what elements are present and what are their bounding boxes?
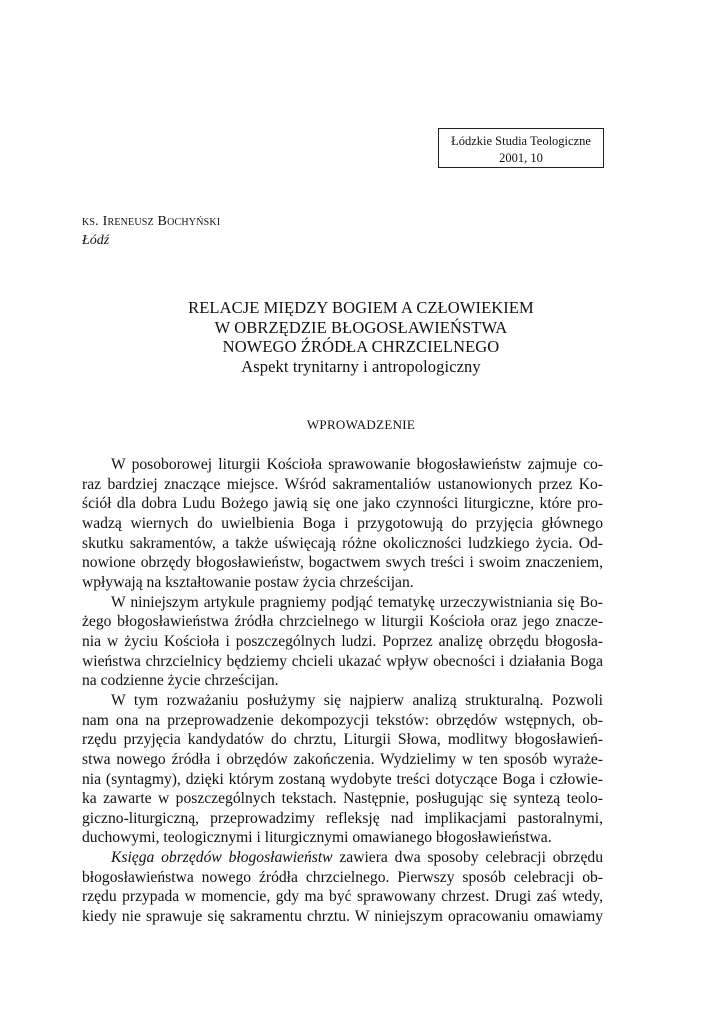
article-subtitle: Aspekt trynitarny i antropologiczny [241, 356, 481, 376]
text-line: nam ona na przeprowadzenie dekompozycji tekstów: obrzędów wstępnych, ob- [82, 711, 603, 729]
text-line: W tym rozważaniu posłużymy się najpierw analizą strukturalną. Pozwoli [111, 691, 603, 709]
text-line: skutku sakramentów, a także uświęcają różne okoliczności ludzkiego życia. Od- [82, 534, 603, 552]
text-line: rzędu przyjęcia kandydatów do chrztu, Liturgii Słowa, modlitwy błogosławień- [82, 731, 603, 749]
text-line: rzędu przypada w momencie, gdy ma być sprawowany chrzest. Drugi zaś wtedy, [82, 888, 603, 906]
text-line: wadzą wiernych do uwielbienia Boga i przygotowują do przyjęcia głównego [82, 514, 603, 532]
author-name: ks. Ireneusz Bochyński [82, 214, 221, 229]
text-line: na codzienne życie chrześcijan. [82, 672, 279, 690]
journal-name: Łódzkie Studia Teologiczne [451, 134, 591, 148]
text-line: ka zawarte w poszczególnych tekstach. Następnie, posługując się syntezą teolo- [82, 790, 603, 808]
text-run: zawiera dwa sposoby celebracji obrzędu [332, 849, 603, 867]
text-line [82, 848, 603, 868]
text-line: żego błogosławieństwa źródła chrzcielnego w liturgii Kościoła oraz jego znacze- [82, 613, 603, 631]
text-line: duchowymi, teologicznymi i liturgicznymi omawianego błogosławieństwa. [82, 829, 552, 847]
text-line: stwa nowego źródła i obrzędów zakończenia. Wydzielimy w ten sposób wyraże- [82, 750, 603, 768]
text-line: nowione obrzędy błogosławieństw, bogactwem swych treści i swoim znaczeniem, [82, 554, 603, 572]
title-line-3: NOWEGO ŹRÓDŁA CHRZCIELNEGO [222, 337, 500, 356]
text-line: wpływają na kształtowanie postaw życia chrześcijan. [82, 573, 414, 591]
paragraph-1 [82, 455, 603, 593]
paragraph-4 [82, 848, 603, 927]
journal-issue: 2001, 10 [499, 151, 543, 165]
text-line: wieństwa chrzcielnicy będziemy chcieli ukazać wpływ obecności i działania Boga [82, 652, 603, 670]
journal-citation-box [438, 128, 604, 168]
paragraph-3 [82, 691, 603, 848]
text-line: W posoborowej liturgii Kościoła sprawowanie błogosławieństw zajmuje co- [111, 456, 603, 473]
body-text [82, 455, 603, 927]
text-line: nia w życiu Kościoła i poszczególnych ludzi. Poprzez analizę obrzędu błogosła- [82, 632, 603, 650]
text-line: raz bardziej znaczące miejsce. Wśród sakramentaliów ustanowionych przez Ko- [82, 475, 603, 493]
text-line: giczno-liturgiczną, przeprowadzimy refleksję nad implikacjami pastoralnymi, [82, 809, 603, 827]
title-line-2: W OBRZĘDZIE BŁOGOSŁAWIEŃSTWA [214, 317, 508, 337]
section-heading: WPROWADZENIE [306, 417, 416, 432]
text-line: błogosławieństwa nowego źródła chrzcielnego. Pierwszy sposób celebracji ob- [82, 868, 603, 886]
author-city: Łódź [82, 233, 110, 248]
author-block [82, 212, 220, 250]
text-line: ściół dla dobra Ludu Bożego jawią się one jako czynności liturgiczne, które pro- [82, 495, 603, 513]
title-line-1: RELACJE MIĘDZY BOGIEM A CZŁOWIEKIEM [188, 298, 534, 317]
text-line: kiedy nie sprawuje się sakramentu chrztu. W niniejszym opracowaniu omawiamy [82, 908, 603, 926]
article-title [82, 298, 640, 376]
text-line: W niniejszym artykule pragniemy podjąć tematykę urzeczywistniania się Bo- [111, 593, 603, 611]
text-line: nia (syntagmy), dzięki którym zostaną wydobyte treści dotyczące Boga i człowie- [82, 770, 603, 788]
paragraph-2 [82, 593, 603, 691]
book-title: Księga obrzędów błogosławieństw [111, 849, 333, 867]
